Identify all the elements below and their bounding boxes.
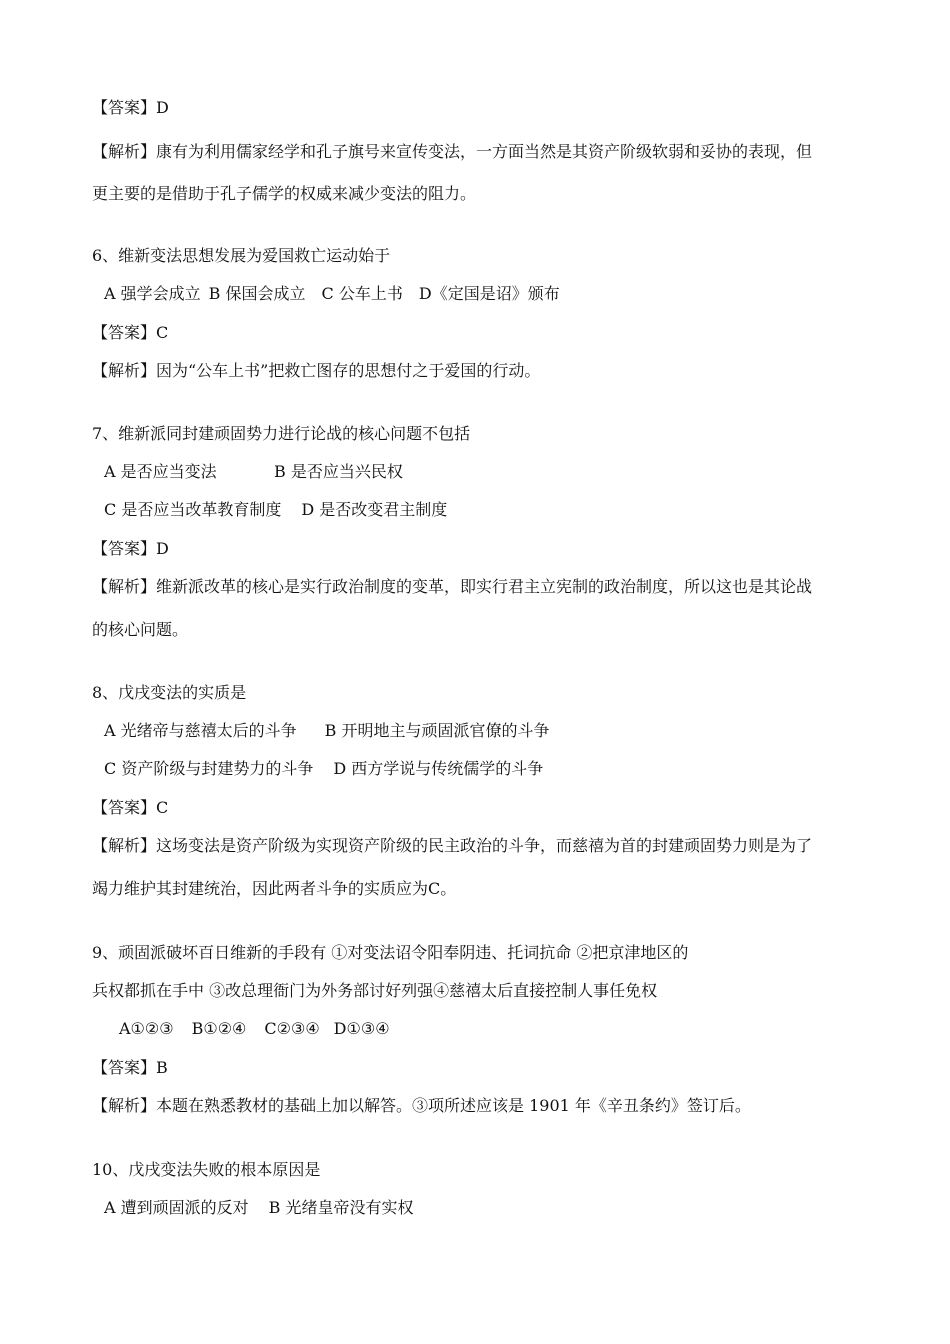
- q7-option-c: C 是否应当改革教育制度: [104, 500, 282, 519]
- q10-option-a: A 遭到顽固派的反对: [104, 1198, 249, 1217]
- intro-analysis-line2: 更主要的是借助于孔子儒学的权威来减少变法的阻力。: [92, 184, 477, 203]
- q7-answer: 【答案】D: [92, 539, 169, 558]
- q9-analysis: 【解析】本题在熟悉教材的基础上加以解答。③项所述应该是 1901 年《辛丑条约》签订后。: [92, 1096, 751, 1115]
- q10-option-b: B 光绪皇帝没有实权: [268, 1198, 414, 1217]
- q9-option-a: A①②③: [119, 1019, 174, 1038]
- q6-stem: 6、维新变法思想发展为爱国救亡运动始于: [92, 246, 391, 265]
- q10-options: [92, 1198, 414, 1218]
- q6-option-c: C 公车上书: [321, 284, 403, 303]
- q9-stem-line2: 兵权都抓在手中 ③改总理衙门为外务部讨好列强④慈禧太后直接控制人事任免权: [92, 981, 658, 1000]
- q8-option-c: C 资产阶级与封建势力的斗争: [104, 759, 314, 778]
- q7-option-a: A 是否应当变法: [104, 462, 217, 481]
- q7-options-row1: [92, 462, 403, 482]
- q7-stem: 7、维新派同封建顽固势力进行论战的核心问题不包括: [92, 424, 471, 443]
- q8-option-a: A 光绪帝与慈禧太后的斗争: [104, 721, 297, 740]
- intro-analysis-line1: 【解析】康有为利用儒家经学和孔子旗号来宣传变法，一方面当然是其资产阶级软弱和妥协的表现，但: [92, 142, 813, 161]
- q10-stem: 10、戊戌变法失败的根本原因是: [92, 1160, 321, 1179]
- q6-answer: 【答案】C: [92, 323, 169, 342]
- intro-answer: 【答案】D: [92, 98, 169, 117]
- q9-option-b: B①②④: [191, 1019, 247, 1038]
- q9-stem-line1: 9、顽固派破坏百日维新的手段有 ①对变法诏令阳奉阴违、托词抗命 ②把京津地区的: [92, 943, 689, 962]
- q7-option-d: D 是否改变君主制度: [301, 500, 448, 519]
- q8-stem: 8、戊戌变法的实质是: [92, 683, 247, 702]
- q8-option-b: B 开明地主与顽固派官僚的斗争: [324, 721, 550, 740]
- q7-analysis-line1: 【解析】维新派改革的核心是实行政治制度的变革，即实行君主立宪制的政治制度，所以这也是其论战: [92, 577, 813, 596]
- q8-option-d: D 西方学说与传统儒学的斗争: [333, 759, 544, 778]
- q6-option-b: B 保国会成立: [208, 284, 306, 303]
- q8-answer: 【答案】C: [92, 798, 169, 817]
- q7-analysis-line2: 的核心问题。: [92, 620, 189, 639]
- q6-option-d: D《定国是诏》颁布: [418, 284, 560, 303]
- q8-analysis-line1: 【解析】这场变法是资产阶级为实现资产阶级的民主政治的斗争，而慈禧为首的封建顽固势力则是为了: [92, 836, 813, 855]
- q9-option-d: D①③④: [333, 1019, 390, 1038]
- q9-options: [92, 1019, 390, 1039]
- q8-options-row2: [92, 759, 543, 779]
- q6-option-a: A 强学会成立: [104, 284, 201, 303]
- q7-option-b: B 是否应当兴民权: [274, 462, 403, 481]
- q7-options-row2: [92, 500, 447, 520]
- q6-analysis: 【解析】因为“公车上书”把救亡图存的思想付之于爱国的行动。: [92, 361, 541, 380]
- q6-options: [92, 284, 560, 304]
- q9-option-c: C②③④: [264, 1019, 320, 1038]
- q8-analysis-line2: 竭力维护其封建统治，因此两者斗争的实质应为C。: [92, 879, 457, 898]
- q9-answer: 【答案】B: [92, 1058, 168, 1077]
- q8-options-row1: [92, 721, 550, 741]
